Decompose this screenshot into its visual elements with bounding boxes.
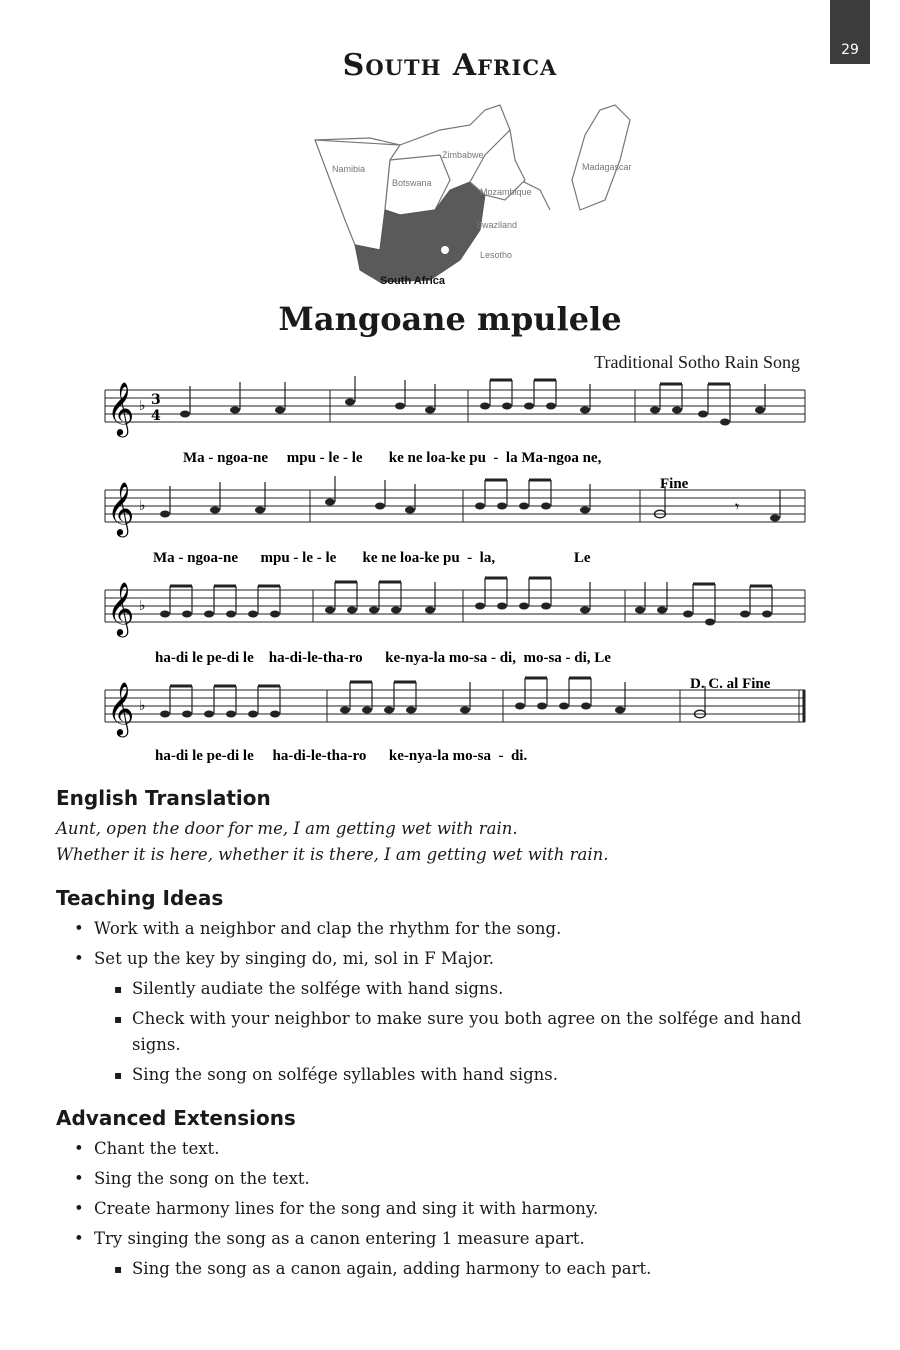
map-label-swaziland: Swaziland — [476, 220, 518, 230]
map-label-botswana: Botswana — [392, 178, 432, 188]
treble-clef-icon: 𝄞 — [107, 381, 135, 435]
translation-line-1: Aunt, open the door for me, I am getting wet with rain. — [56, 819, 518, 838]
list-item: • Try singing the song as a canon entering 1 measure apart. — [56, 1226, 846, 1252]
map-label-namibia: Namibia — [332, 164, 366, 174]
map-label-lesotho: Lesotho — [480, 250, 513, 260]
lyrics-line-3: ha-di le pe-di le ha-di-le-tha-ro ke-nya-la mo-sa - di, mo-sa - di, Le — [155, 650, 611, 666]
map-madagascar — [572, 105, 630, 210]
list-subitem: ▪ Sing the song as a canon again, adding harmony to each part. — [56, 1256, 846, 1282]
eighth-rest-icon: 𝄾 — [735, 497, 740, 516]
list-subitem: ▪ Silently audiate the solfége with hand signs. — [56, 976, 846, 1002]
lesson-content — [56, 786, 846, 1300]
teaching-ideas-section — [56, 886, 846, 1088]
page-number: 29 — [841, 42, 859, 58]
staff-system-1 — [105, 376, 805, 466]
list-item: • Chant the text. — [56, 1136, 846, 1162]
lyrics-line-2: Ma - ngoa-ne mpu - le - le ke ne loa-ke pu - la, Le — [153, 550, 591, 566]
treble-clef-icon: 𝄞 — [107, 581, 135, 635]
sheet-music — [95, 370, 815, 780]
treble-clef-icon: 𝄞 — [107, 481, 135, 535]
map-lesotho-dot — [441, 246, 449, 254]
flat-icon: ♭ — [139, 698, 146, 714]
advanced-extensions-section — [56, 1106, 846, 1282]
fine-label: Fine — [660, 476, 689, 492]
list-item: • Set up the key by singing do, mi, sol in F Major. — [56, 946, 846, 972]
treble-clef-icon: 𝄞 — [107, 681, 135, 735]
advanced-extensions-heading: Advanced Extensions — [56, 1106, 296, 1130]
teaching-ideas-heading: Teaching Ideas — [56, 886, 224, 910]
flat-icon: ♭ — [139, 598, 146, 614]
staff-system-2 — [105, 476, 805, 566]
map-label-zimbabwe: Zimbabwe — [442, 150, 484, 160]
english-translation-heading: English Translation — [56, 786, 271, 810]
english-translation-section — [56, 786, 846, 868]
staff-system-4 — [105, 676, 805, 764]
dc-al-fine-label: D. C. al Fine — [690, 676, 771, 692]
flat-icon: ♭ — [139, 498, 146, 514]
advanced-extensions-list — [56, 1136, 846, 1282]
lyrics-line-4: ha-di le pe-di le ha-di-le-tha-ro ke-nya-la mo-sa - di. — [155, 748, 528, 764]
list-item: • Sing the song on the text. — [56, 1166, 846, 1192]
time-sig-bottom: 4 — [151, 408, 161, 424]
lyrics-line-1: Ma - ngoa-ne mpu - le - le ke ne loa-ke pu - la Ma-ngoa ne, — [183, 450, 602, 466]
staff-system-3 — [105, 578, 805, 666]
country-title: South Africa — [342, 48, 558, 83]
southern-africa-map — [310, 100, 650, 300]
flat-icon: ♭ — [139, 398, 146, 414]
teaching-ideas-list — [56, 916, 846, 1088]
song-subtitle: Traditional Sotho Rain Song — [594, 352, 800, 372]
list-item: • Create harmony lines for the song and sing it with harmony. — [56, 1196, 846, 1222]
map-label-south-africa: South Africa — [380, 275, 445, 287]
time-sig-top: 3 — [151, 392, 161, 408]
translation-line-2: Whether it is here, whether it is there, I am getting wet with rain. — [56, 845, 609, 864]
song-title: Mangoane mpulele — [278, 300, 622, 338]
list-item: • Work with a neighbor and clap the rhythm for the song. — [56, 916, 846, 942]
list-subitem: ▪ Sing the song on solfége syllables with hand signs. — [56, 1062, 846, 1088]
list-subitem: ▪ Check with your neighbor to make sure you both agree on the solfége and hand signs. — [56, 1006, 846, 1058]
map-label-mozambique: Mozambique — [480, 187, 532, 197]
map-label-madagascar: Madagascar — [582, 162, 632, 172]
